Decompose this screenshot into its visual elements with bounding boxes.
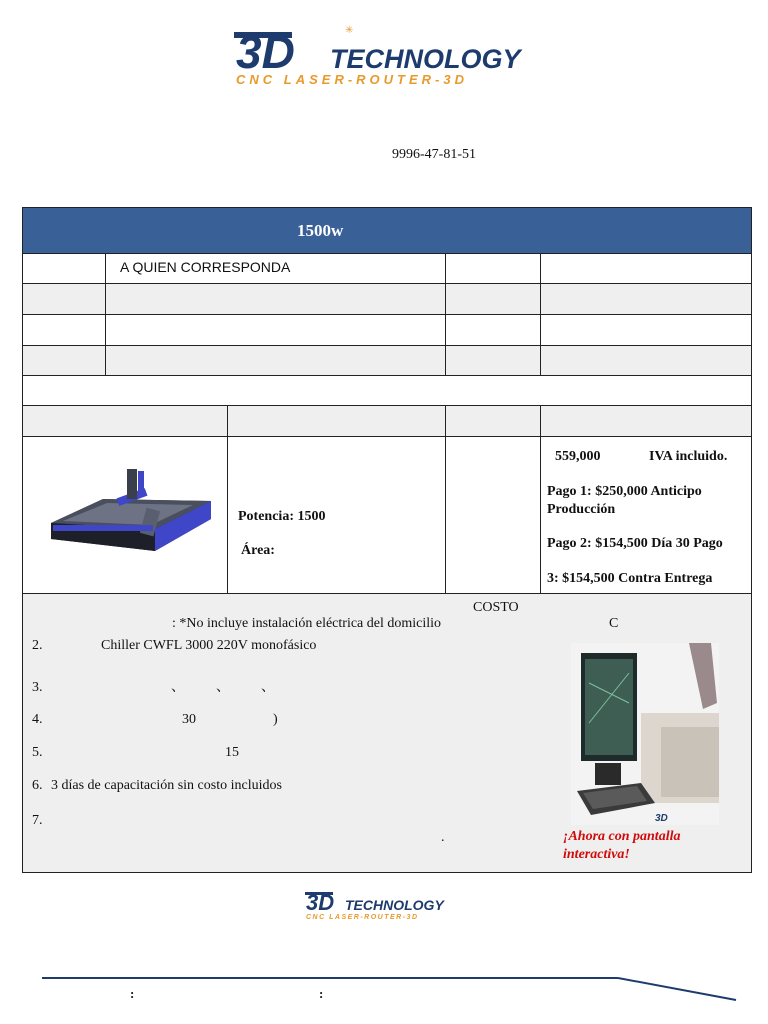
item-4-paren: ) (273, 712, 278, 727)
table-row (23, 346, 751, 376)
svg-text:CNC LASER-ROUTER-3D: CNC LASER-ROUTER-3D (306, 914, 419, 921)
table-row (23, 406, 751, 437)
item-4-value: 30 (182, 712, 196, 727)
product-power: Potencia: 1500 (238, 509, 326, 524)
company-logo (230, 24, 550, 88)
footer-colon: : (130, 986, 135, 1001)
laser-cutting-machine-icon (43, 461, 213, 561)
quote-table (22, 207, 752, 873)
promo-line-1: ¡Ahora con pantalla (563, 829, 681, 844)
touch-screen-panel-icon (571, 643, 719, 825)
svg-text:✳: ✳ (345, 25, 354, 36)
table-row (23, 315, 751, 346)
phone-number: 9996-47-81-51 (392, 147, 476, 162)
item-5-number: 5. (32, 745, 43, 760)
payment-2: Pago 2: $154,500 Día 30 Pago (547, 536, 723, 551)
item-3-number: 3. (32, 680, 43, 695)
svg-text:TECHNOLOGY: TECHNOLOGY (330, 44, 521, 74)
item-6-text: 3 días de capacitación sin costo incluidos (51, 778, 282, 793)
item-3-mark: 、 (171, 680, 185, 695)
item-3-mark: 、 (261, 680, 275, 695)
svg-text:3D: 3D (655, 813, 668, 824)
trailing-dot: . (441, 830, 445, 845)
table-row (23, 253, 751, 284)
svg-text:3D: 3D (236, 26, 295, 78)
promo-text (563, 828, 733, 864)
svg-text:TECHNOLOGY: TECHNOLOGY (345, 897, 444, 913)
payment-3: 3: $154,500 Contra Entrega (547, 571, 713, 586)
table-header (23, 208, 751, 254)
svg-text:3D: 3D (306, 890, 335, 915)
tax-note: IVA incluido. (649, 449, 728, 464)
item-3-mark: 、 (216, 680, 230, 695)
table-row (23, 284, 751, 315)
item-5-value: 15 (225, 745, 239, 760)
item-4-number: 4. (32, 712, 43, 727)
item-6-number: 6. (32, 778, 43, 793)
recipient: A QUIEN CORRESPONDA (120, 259, 291, 275)
costo-label: COSTO (473, 600, 519, 615)
footer-colon: : (319, 986, 324, 1001)
promo-line-2: interactiva! (563, 847, 630, 862)
item-2-text: Chiller CWFL 3000 220V monofásico (101, 638, 317, 653)
exclusion-note: : *No incluye instalación eléctrica del domicilio (172, 616, 442, 631)
price: 559,000 (555, 449, 601, 464)
product-area: Área: (241, 543, 275, 558)
payment-1: Pago 1: $250,000 Anticipo Producción (547, 484, 702, 517)
company-logo-footer (303, 888, 453, 922)
svg-text:CNC LASER-ROUTER-3D: CNC LASER-ROUTER-3D (236, 72, 468, 87)
table-row (23, 376, 751, 406)
item-2-number: 2. (32, 638, 43, 653)
table-title: 1500w (297, 221, 344, 240)
c-letter: C (609, 616, 619, 631)
item-7-number: 7. (32, 813, 43, 828)
footer-divider (42, 974, 742, 1004)
